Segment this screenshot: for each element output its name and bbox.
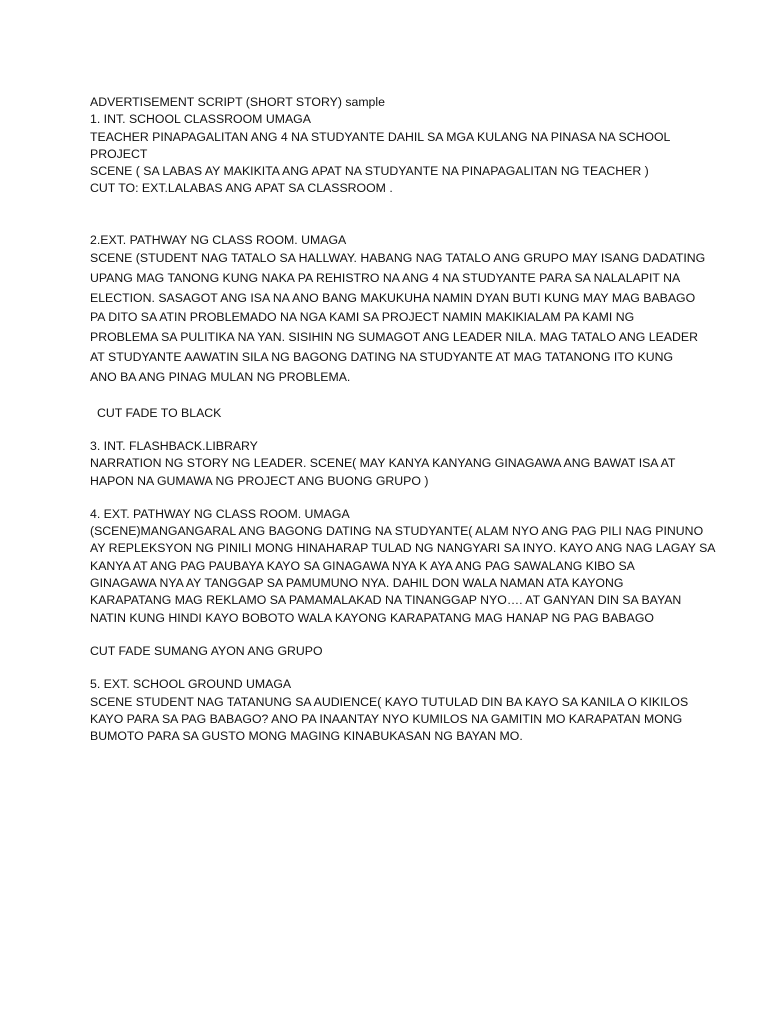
transition-cut-fade-sumang-ayon: CUT FADE SUMANG AYON ANG GRUPO [90,643,323,658]
scene-1-line: SCENE ( SA LABAS AY MAKIKITA ANG APAT NA STUDYANTE NA PINAPAGALITAN NG TEACHER ) [90,164,649,179]
scene-4-line: (SCENE)MANGANGARAL ANG BAGONG DATING NA STUDYANTE( ALAM NYO ANG PAG PILI NAG PINUNO [90,524,704,539]
blank-space [90,198,690,232]
scene-4-line: KANYA AT ANG PAG PAUBAYA KAYO SA GINAGAWA NYA K AYA ANG PAG SAWALANG KIBO SA [90,558,635,573]
scene-2-line: AT STUDYANTE AAWATIN SILA NG BAGONG DATING NA STUDYANTE AT MAG TATANONG ITO KUNG [90,350,674,365]
scene-4-line: GINAGAWA NYA AY TANGGAP SA PAMUMUNO NYA. DAHIL DON WALA NAMAN ATA KAYONG [90,576,624,591]
scene-2-line: PROBLEMA SA PULITIKA NA YAN. SISIHIN NG SUMAGOT ANG LEADER NILA. MAG TATALO ANG LEADER [90,330,698,345]
scene-2-line: UPANG MAG TANONG KUNG NAKA PA REHISTRO NA ANG 4 NA STUDYANTE PARA SA NALALAPIT NA [90,270,681,285]
scene-3-line: HAPON NA GUMAWA NG PROJECT ANG BUONG GRUPO ) [90,473,429,488]
script-body [90,94,716,745]
scene-4-line: KARAPATANG MAG REKLAMO SA PAMAMALAKAD NA TINANGGAP NYO…. AT GANYAN DIN SA BAYAN [90,593,682,608]
scene-3-line: NARRATION NG STORY NG LEADER. SCENE( MAY KANYA KANYANG GINAGAWA ANG BAWAT ISA AT [90,456,676,471]
scene-4-line: AY REPLEKSYON NG PINILI MONG HINAHARAP TULAD NG NANGYARI SA INYO. KAYO ANG NAG LAGAY SA [90,541,716,556]
blank-space [90,388,690,405]
blank-space [90,660,690,676]
scene-5-line: BUMOTO PARA SA GUSTO MONG MAGING KINABUKASAN NG BAYAN MO. [90,729,523,744]
scene-1-block [90,111,690,197]
scene-2-line: PA DITO SA ATIN PROBLEMADO NA NGA KAMI SA PROJECT NAMIN MAKIKIALAM PA KAMI NG [90,310,635,325]
scene-2-block [90,249,706,388]
scene-5-line: KAYO PARA SA PAG BABAGO? ANO PA INAANTAY NYO KUMILOS NA GAMITIN MO KARAPATAN MONG [90,711,683,726]
transition-cut-fade-to-black: CUT FADE TO BLACK [97,405,222,420]
blank-space [90,627,690,643]
scene-4-line: NATIN KUNG HINDI KAYO BOBOTO WALA KAYONG KARAPATANG MAG HANAP NG PAG BABAGO [90,610,654,625]
script-title: ADVERTISEMENT SCRIPT (SHORT STORY) sample [90,95,385,109]
scene-2-line: ANO BA ANG PINAG MULAN NG PROBLEMA. [90,369,351,384]
scene-1-line: PROJECT [90,146,148,161]
scene-1-line: CUT TO: EXT.LALABAS ANG APAT SA CLASSROOM . [90,181,393,196]
scene-3-block [90,438,690,490]
scene-5-block [90,676,690,745]
scene-5-heading: 5. EXT. SCHOOL GROUND UMAGA [90,677,292,692]
blank-space [90,422,690,438]
scene-3-heading: 3. INT. FLASHBACK.LIBRARY [90,438,258,453]
scene-4-heading: 4. EXT. PATHWAY NG CLASS ROOM. UMAGA [90,506,350,521]
scene-2-line: SCENE (STUDENT NAG TATALO SA HALLWAY. HABANG NAG TATALO ANG GRUPO MAY ISANG DADATING [90,251,706,266]
blank-space [90,490,690,506]
scene-2-heading: 2.EXT. PATHWAY NG CLASS ROOM. UMAGA [90,232,347,247]
scene-1-heading: 1. INT. SCHOOL CLASSROOM UMAGA [90,112,311,127]
scene-5-line: SCENE STUDENT NAG TATANUNG SA AUDIENCE( KAYO TUTULAD DIN BA KAYO SA KANILA O KIKILOS [90,694,689,709]
scene-1-line: TEACHER PINAPAGALITAN ANG 4 NA STUDYANTE DAHIL SA MGA KULANG NA PINASA NA SCHOOL [90,129,671,144]
scene-4-block [90,506,716,627]
scene-2-line: ELECTION. SASAGOT ANG ISA NA ANO BANG MAKUKUHA NAMIN DYAN BUTI KUNG MAY MAG BABAGO [90,290,696,305]
